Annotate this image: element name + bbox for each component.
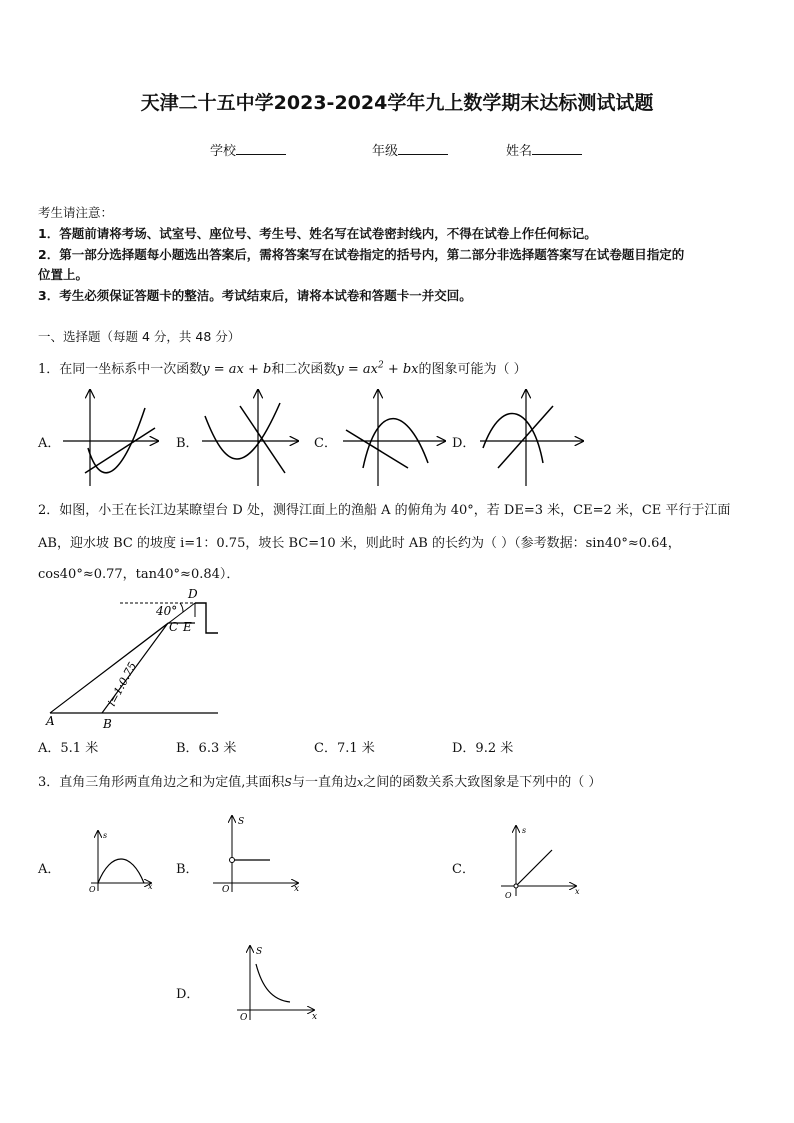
q1-quad-exp: 2 (377, 360, 384, 371)
parabola (483, 413, 543, 463)
name-label: 姓名 (506, 144, 533, 159)
q1-graph-c (338, 388, 448, 488)
school-field[interactable] (210, 140, 286, 159)
label-d: D (188, 587, 198, 601)
q3-graph-a (86, 826, 166, 896)
q2-option-c[interactable]: C．7.1 米 (314, 741, 375, 756)
q3-option-b-label[interactable]: B． (176, 862, 199, 877)
question-2-line-3: cos40°≈0.77，tan40°≈0.84）． (38, 567, 240, 582)
question-1-text (38, 358, 527, 377)
parabola (205, 403, 280, 459)
angle-label: 40° (156, 604, 178, 618)
q3-option-c-label[interactable]: C． (452, 862, 475, 877)
name-field[interactable] (506, 140, 582, 159)
line (85, 428, 155, 473)
q1-graph-a (60, 388, 160, 488)
notice-item-2-cont: 位置上。 (38, 267, 89, 282)
axis-s: s (522, 826, 527, 835)
q3-graph-c (498, 822, 588, 902)
q1-middle: 和二次函数 (271, 362, 337, 377)
open-point (230, 858, 235, 863)
question-3-text (38, 771, 601, 790)
school-label: 学校 (210, 144, 237, 159)
q2-option-a[interactable]: A．5.1 米 (38, 741, 99, 756)
page-title: 天津二十五中学2023-2024学年九上数学期末达标测试试题 (140, 92, 654, 114)
q1-graph-d (478, 388, 588, 488)
q3-middle: 与一直角边 (291, 775, 357, 790)
q3-option-a-label[interactable]: A． (38, 862, 61, 877)
q1-option-b-label[interactable]: B． (176, 436, 199, 451)
q1-suffix: 的图象可能为（ ） (418, 362, 527, 377)
angle-arc (180, 603, 183, 612)
axis-s: S (256, 947, 263, 957)
notice-item-3: 3．考生必须保证答题卡的整洁。考试结束后，请将本试卷和答题卡一并交回。 (38, 288, 472, 303)
curve (98, 859, 144, 883)
tower (195, 603, 218, 633)
label-a: A (46, 714, 55, 728)
q3-var-x: x (356, 776, 364, 789)
label-e: E (183, 620, 192, 634)
axis-x: x (294, 884, 300, 894)
notice-heading: 考生请注意： (38, 205, 114, 220)
grade-blank[interactable] (398, 142, 448, 155)
school-blank[interactable] (236, 142, 286, 155)
grade-field[interactable] (372, 140, 448, 159)
axis-x: x (575, 887, 580, 896)
axis-s: s (103, 831, 108, 840)
axis-x: x (312, 1012, 318, 1022)
q3-graph-b (210, 812, 310, 897)
axis-x: x (148, 882, 153, 891)
q1-prefix: 1．在同一坐标系中一次函数 (38, 362, 203, 377)
line (240, 406, 285, 473)
line (346, 430, 408, 468)
origin: O (505, 891, 512, 900)
q1-quad-b: + bx (383, 362, 419, 377)
q3-suffix: 之间的函数关系大致图象是下列中的（ ） (363, 775, 602, 790)
q1-linear: y = ax + b (202, 362, 272, 377)
question-2-line-1: 2．如图，小王在长江边某瞭望台 D 处，测得江面上的渔船 A 的俯角为 40°，若 DE=3 米，CE=2 米，CE 平行于江面 (38, 503, 731, 518)
origin: O (222, 885, 230, 895)
name-blank[interactable] (532, 142, 582, 155)
curve (256, 964, 290, 1002)
label-c: C (169, 620, 179, 634)
q1-graph-b (200, 388, 300, 488)
q1-option-c-label[interactable]: C． (314, 436, 337, 451)
q3-option-d-label[interactable]: D． (176, 987, 200, 1002)
origin: O (89, 885, 96, 894)
open-point (514, 884, 518, 888)
origin: O (240, 1013, 248, 1023)
q2-option-b[interactable]: B．6.3 米 (176, 741, 237, 756)
q3-graph-d (234, 942, 329, 1024)
slope-label: i=1:0.75 (105, 659, 140, 709)
q3-var-s: S (284, 776, 292, 789)
q2-figure (40, 585, 240, 733)
grade-label: 年级 (372, 144, 399, 159)
label-b: B (103, 717, 112, 731)
question-2-line-2: AB，迎水坡 BC 的坡度 i=1：0.75，坡长 BC=10 米，则此时 AB 的长约为（ ）（参考数据：sin40°≈0.64， (38, 536, 681, 551)
q3-prefix: 3．直角三角形两直角边之和为定值,其面积 (38, 775, 285, 790)
q2-option-d[interactable]: D．9.2 米 (452, 741, 514, 756)
q1-option-d-label[interactable]: D． (452, 436, 476, 451)
notice-item-2: 2．第一部分选择题每小题选出答案后，需将答案写在试卷指定的括号内，第二部分非选择题答案写在试卷题目指定的 (38, 247, 685, 262)
axis-s: S (238, 817, 245, 827)
curve (516, 850, 552, 886)
q1-option-a-label[interactable]: A． (38, 436, 61, 451)
q1-quad-a: y = ax (336, 362, 378, 377)
section-heading: 一、选择题（每题 4 分，共 48 分） (38, 329, 241, 344)
notice-item-1: 1．答题前请将考场、试室号、座位号、考生号、姓名写在试卷密封线内，不得在试卷上作任何标记。 (38, 226, 597, 241)
